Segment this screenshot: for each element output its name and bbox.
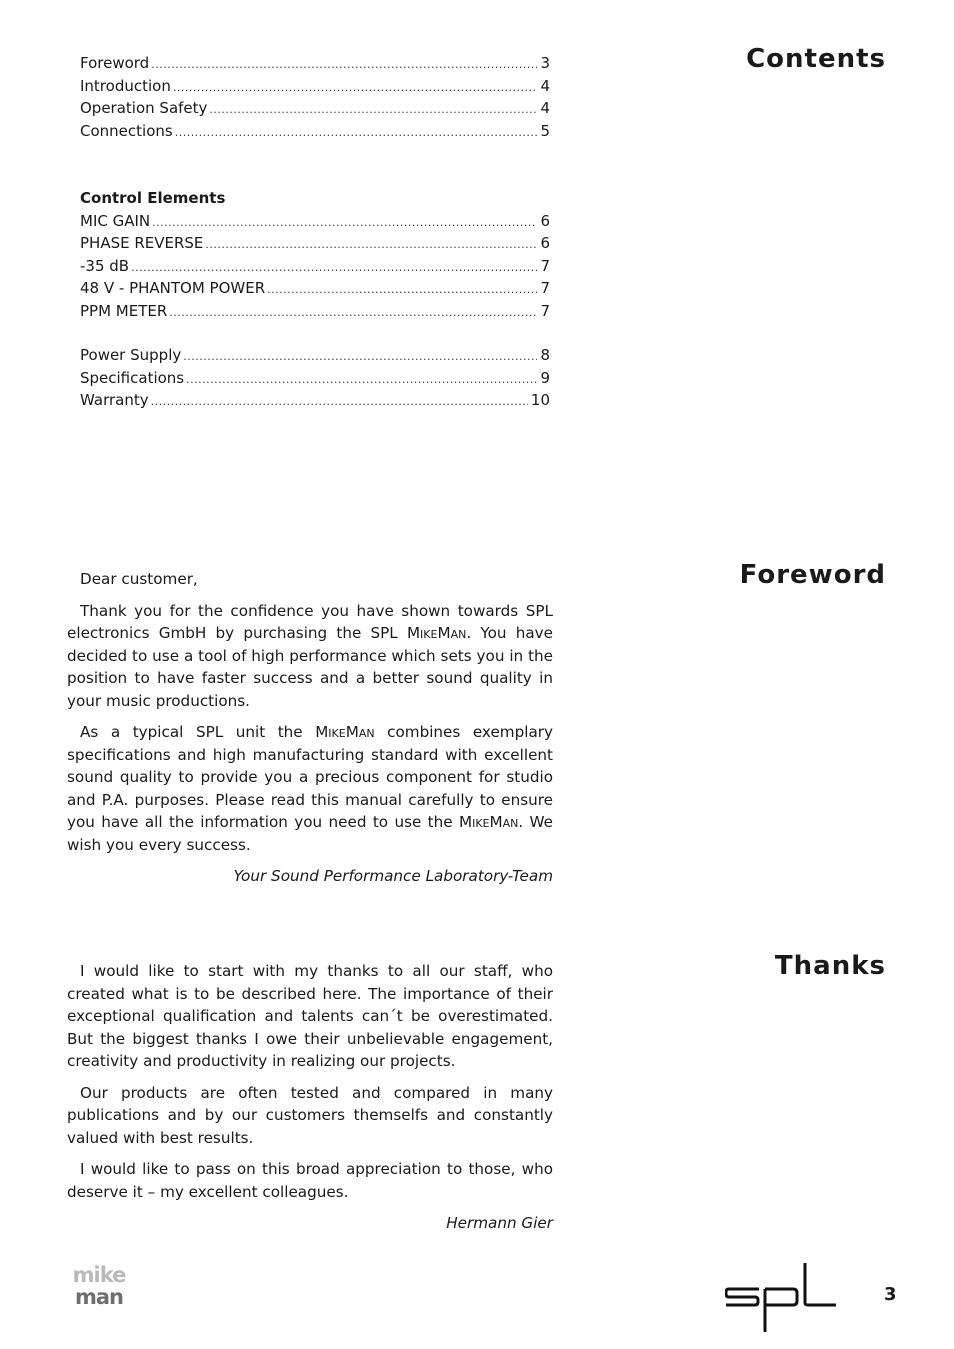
toc-entry[interactable] [80,232,550,255]
text-run: . You have decided to use a tool of high performance which sets you in the position to have faster success and a better sound quality in your music productions. [67,624,553,710]
page-number: 3 [884,1284,897,1305]
spl-logo-text: spl [725,1262,727,1263]
foreword-signature: Your Sound Performance Laboratory-Team [233,867,553,885]
thanks-paragraph: I would like to start with my thanks to all our staff, who created what is to be described here. The importance of their exceptional qualification and talents can´t be overestimated. But the biggest thanks I owe their unbelievable engagement, creativity and productivity in realizing our projects. [67,962,553,1070]
toc-entry[interactable] [80,210,550,233]
mikeman-logo-line2: man [74,1285,124,1306]
toc-leader-dots [152,212,537,235]
toc-group-general [80,52,550,142]
toc-entry[interactable] [80,344,550,367]
product-name: MikeMan [458,813,519,831]
toc-entry[interactable] [80,277,550,300]
toc-entry-page: 4 [540,76,550,95]
text-run: combines exemplary specifications and high manufacturing standard with excellent sound quality to provide you a precious component for studio and P.A. purposes. Please read this manual carefully to ensure you have all the information you need to use the [67,723,553,831]
thanks-heading: Thanks [774,951,886,981]
toc-leader-dots [151,54,537,77]
toc-entry-page: 6 [540,234,550,252]
toc-entry-label: Foreword [80,54,150,72]
contents-heading: Contents [746,44,886,74]
thanks-body [67,960,553,1244]
foreword-greeting: Dear customer, [80,570,198,588]
toc-entry-label: -35 dB [80,256,130,275]
toc-leader-dots [131,257,537,280]
toc-entry-page: 5 [540,121,550,140]
toc-entry[interactable] [80,52,550,75]
product-name: MikeMan [315,723,375,741]
toc-entry-label: Specifications [80,368,185,387]
toc-entry[interactable] [80,255,550,278]
toc-entry-label: PPM METER [80,301,168,320]
toc-entry-label: MIC GAIN [80,211,151,230]
foreword-heading: Foreword [739,560,886,590]
toc-leader-dots [183,346,537,369]
toc-group-appendix [80,344,550,412]
toc-entry[interactable] [80,75,550,98]
thanks-signature: Hermann Gier [446,1214,553,1232]
toc-entry-label: PHASE REVERSE [80,234,204,252]
toc-entry-page: 10 [530,391,550,409]
toc-entry-page: 7 [540,301,550,320]
thanks-paragraph: Our products are often tested and compared in many publications and by our customers themselfs and constantly valued with best results. [67,1083,553,1147]
toc-entry-label: Warranty [80,391,149,409]
toc-group-control-elements [80,187,550,322]
toc-leader-dots [186,369,537,392]
mikeman-logo [66,1262,132,1306]
toc-entry-label: Introduction [80,76,171,95]
toc-entry-label: Connections [80,121,173,140]
toc-entry-page: 8 [540,346,550,364]
text-run: Thank you for the confidence you have shown towards SPL electronics GmbH by purchasing the SPL [67,601,553,642]
thanks-paragraph: I would like to pass on this broad appreciation to those, who deserve it – my excellent colleagues. [67,1160,553,1201]
toc-entry-page: 3 [540,54,550,72]
toc-entry-page: 7 [540,279,550,297]
toc-leader-dots [209,99,537,122]
toc-entry[interactable] [80,367,550,390]
toc-leader-dots [169,302,537,325]
toc-leader-dots [267,279,537,302]
toc-entry[interactable] [80,120,550,143]
spl-logo [725,1262,837,1332]
toc-leader-dots [173,77,538,100]
toc-leader-dots [175,122,538,145]
toc-entry[interactable] [80,300,550,323]
product-name: MikeMan [406,624,467,642]
toc-entry-page: 6 [540,211,550,230]
mikeman-logo-line1: mike [72,1263,126,1287]
text-run: As a typical SPL unit the [80,723,316,741]
toc-section-heading: Control Elements [80,189,226,207]
toc-entry-page: 4 [540,99,550,117]
toc-entry[interactable] [80,97,550,120]
foreword-paragraph [67,600,553,713]
toc-entry-page: 9 [540,368,550,387]
text-run: . We wish you every success. [67,813,553,854]
foreword-body [67,568,553,897]
toc-entry-label: 48 V - PHANTOM POWER [80,279,266,297]
toc-entry[interactable] [80,389,550,412]
foreword-paragraph [67,721,553,856]
toc-entry-page: 7 [540,256,550,275]
toc-entry-label: Operation Safety [80,99,208,117]
toc-leader-dots [205,234,537,257]
toc-leader-dots [151,391,528,414]
toc-entry-label: Power Supply [80,346,182,364]
